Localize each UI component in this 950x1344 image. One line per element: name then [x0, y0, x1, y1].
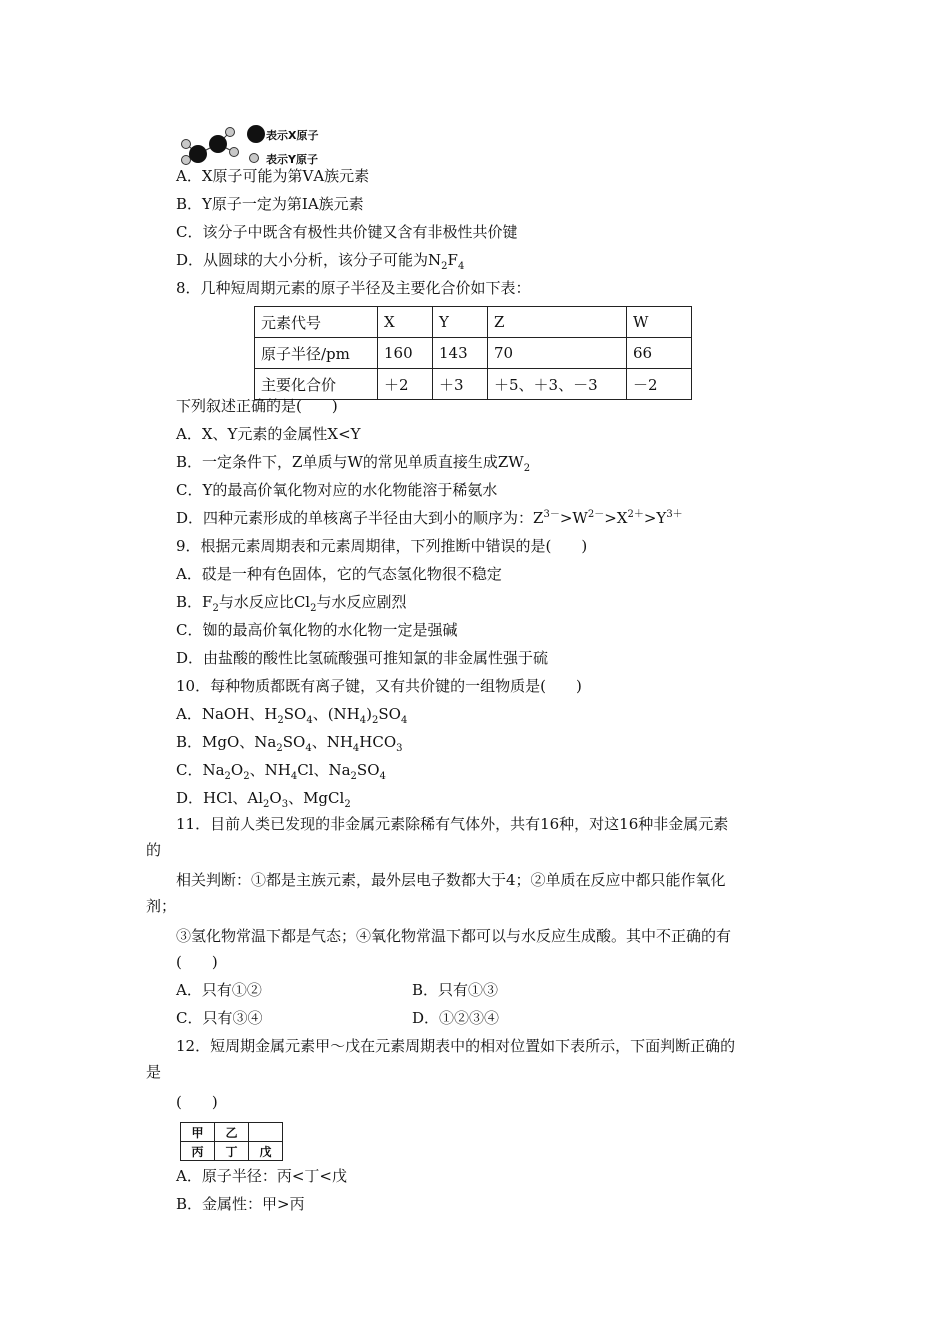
- q11-option-c: C．只有③④: [176, 1009, 263, 1027]
- q11-option-d: D．①②③④: [412, 1009, 500, 1027]
- q11-line: 剂；: [146, 897, 177, 915]
- table-cell: 丁: [215, 1142, 249, 1161]
- q9-option-d: D．由盐酸的酸性比氢硫酸强可推知氯的非金属性强于硫: [176, 649, 549, 667]
- table-cell: [249, 1123, 283, 1142]
- y-atom: [226, 128, 235, 137]
- table-cell: ＋5、＋3、－3: [488, 369, 627, 400]
- q12-line: ( ): [176, 1093, 218, 1111]
- table-row: [255, 369, 692, 400]
- q11-option-b: B．只有①③: [412, 981, 499, 999]
- q11-line: 相关判断：①都是主族元素，最外层电子数都大于4；②单质在反应中都只能作氧化: [176, 871, 726, 889]
- table-cell: Z: [488, 307, 627, 338]
- legend-y-atom: [248, 152, 260, 164]
- q12-line: 12．短周期金属元素甲～戊在元素周期表中的相对位置如下表所示，下面判断正确的: [176, 1037, 736, 1055]
- table-cell: Y: [433, 307, 488, 338]
- table-cell: ＋3: [433, 369, 488, 400]
- table-cell: 乙: [215, 1123, 249, 1142]
- q10-option-c: C．$Na_2O_2$、$NH_4Cl$、$Na_2SO_4$: [176, 761, 386, 782]
- q9-option-b: B．$F_2$与水反应比$Cl_2$与水反应剧烈: [176, 593, 407, 614]
- table-row: [181, 1123, 283, 1142]
- table-cell: 原子半径/pm: [255, 338, 378, 369]
- q8-table: [254, 306, 692, 400]
- q8-option-d: D．四种元素形成的单核离子半径由大到小的顺序为：$Z^{3-}>W^{2-}>X^{2+}>Y^{3+}$: [176, 509, 683, 527]
- q8-stem: 8．几种短周期元素的原子半径及主要化合价如下表：: [176, 279, 531, 297]
- q9-option-a: A．砹是一种有色固体，它的气态氢化物很不稳定: [176, 565, 502, 583]
- table-row: [181, 1142, 283, 1161]
- q11-option-a: A．只有①②: [176, 981, 262, 999]
- q8-option-c: C．Y的最高价氧化物对应的水化物能溶于稀氨水: [176, 481, 498, 499]
- q7-option-a: A．X原子可能为第ⅤA族元素: [176, 167, 370, 185]
- table-row: [255, 338, 692, 369]
- legend-y-label: 表示Y原子: [266, 153, 318, 166]
- table-cell: X: [378, 307, 433, 338]
- q11-line: ③氢化物常温下都是气态；④氧化物常温下都可以与水反应生成酸。其中不正确的有: [176, 927, 732, 945]
- q8-option-b: B．一定条件下，Z单质与W的常见单质直接生成$ZW_2$: [176, 453, 531, 474]
- q11-line: 11．目前人类已发现的非金属元素除稀有气体外，共有16种，对这16种非金属元素: [176, 815, 729, 833]
- y-atom: [182, 156, 191, 165]
- q12-option-a: A．原子半径：丙<丁<戊: [176, 1167, 347, 1185]
- q10-stem: 10．每种物质都既有离子键，又有共价键的一组物质是( ): [176, 677, 582, 695]
- table-row: [255, 307, 692, 338]
- q8-option-a: A．X、Y元素的金属性X<Y: [176, 425, 361, 443]
- legend-x-label: 表示X原子: [266, 129, 319, 142]
- table-cell: 70: [488, 338, 627, 369]
- q12-option-b: B．金属性：甲>丙: [176, 1195, 305, 1213]
- q12-table: [180, 1122, 283, 1161]
- y-atom: [230, 148, 239, 157]
- q12-line: 是: [146, 1063, 162, 1081]
- q10-option-d: D．HCl、$Al_2O_3$、MgCl$_2$: [176, 789, 351, 810]
- q10-option-a: A．NaOH、$H_2SO_4$、$(NH_4)_2SO_4$: [176, 705, 408, 726]
- table-cell: 甲: [181, 1123, 215, 1142]
- table-cell: ＋2: [378, 369, 433, 400]
- q11-line: ( ): [176, 953, 218, 971]
- y-atom: [182, 140, 191, 149]
- table-cell: 丙: [181, 1142, 215, 1161]
- q11-line: 的: [146, 841, 162, 859]
- table-cell: 143: [433, 338, 488, 369]
- table-cell: 主要化合价: [255, 369, 378, 400]
- table-cell: W: [627, 307, 692, 338]
- table-cell: 元素代号: [255, 307, 378, 338]
- x-atom: [209, 135, 227, 153]
- q8-question: 下列叙述正确的是( ): [176, 397, 338, 415]
- table-cell: －2: [627, 369, 692, 400]
- q7-option-c: C．该分子中既含有极性共价键又含有非极性共价键: [176, 223, 518, 241]
- x-atom: [189, 145, 207, 163]
- q7-option-b: B．Y原子一定为第ⅠA族元素: [176, 195, 364, 213]
- table-cell: 160: [378, 338, 433, 369]
- q9-option-c: C．铷的最高价氧化物的水化物一定是强碱: [176, 621, 458, 639]
- q7-option-d: D．从圆球的大小分析，该分子可能为$N_2F_4$: [176, 251, 465, 272]
- q10-option-b: B．MgO、$Na_2SO_4$、$NH_4HCO_3$: [176, 733, 403, 754]
- table-cell: 戊: [249, 1142, 283, 1161]
- q9-stem: 9．根据元素周期表和元素周期律，下列推断中错误的是( ): [176, 537, 588, 555]
- legend-x-atom: [247, 125, 265, 143]
- table-cell: 66: [627, 338, 692, 369]
